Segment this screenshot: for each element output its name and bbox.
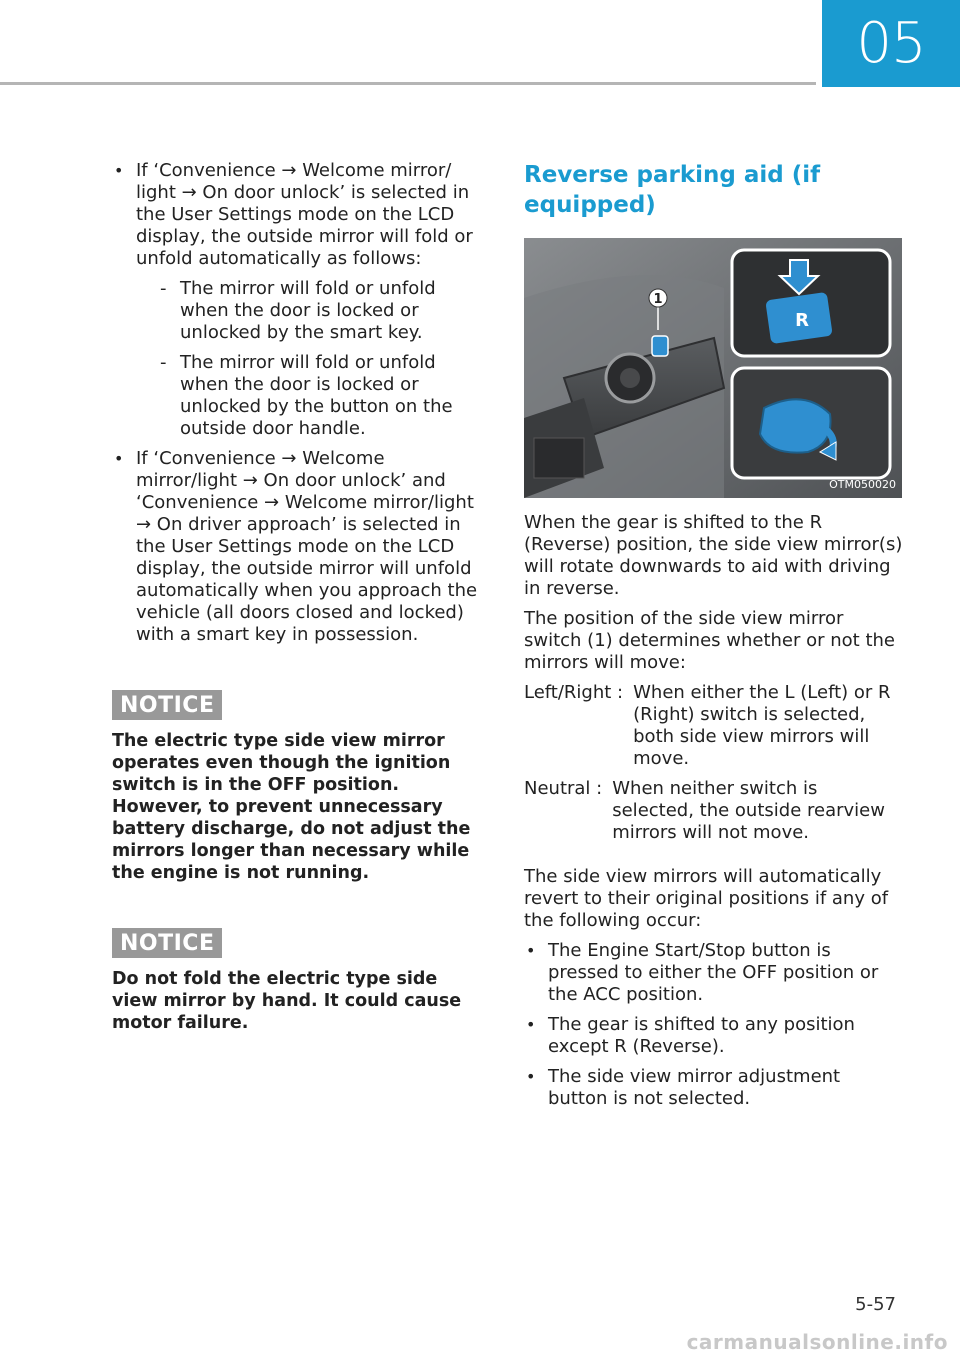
notice-text: The electric type side view mirror operates even though the ignition switch is in the OFF position. However, to prevent unnecessary battery discharge, do not adjust the mirrors longer than necessary while the engine is not running.	[112, 731, 471, 883]
definition-row	[524, 778, 904, 844]
mirror-switch-figure	[524, 238, 902, 498]
paragraph: The side view mirrors will automatically revert to their original positions if any of the following occur:	[524, 866, 889, 931]
sub-list-item	[136, 278, 484, 344]
sub-list-item	[136, 352, 484, 440]
definition-row	[524, 682, 904, 770]
paragraph: The position of the side view mirror switch (1) determines whether or not the mirrors will move:	[524, 608, 895, 673]
notice-badge: NOTICE	[112, 690, 222, 720]
list-item	[112, 160, 484, 440]
reset-conditions-list	[524, 940, 904, 1110]
mirror-select-switch	[652, 336, 668, 356]
right-column	[524, 160, 904, 1118]
figure-caption: OTM050020	[829, 478, 896, 491]
list-item: • The gear is shifted to any position except R (Reverse).	[524, 1014, 904, 1058]
chapter-tab: 05	[822, 0, 960, 87]
door-panel-illustration	[524, 238, 902, 498]
definition-desc: When either the L (Left) or R (Right) switch is selected, both side view mirrors will move.	[633, 682, 891, 769]
left-column	[112, 160, 484, 1048]
notice-block	[112, 670, 484, 884]
sub-item-text: The mirror will fold or unfold when the door is locked or unlocked by the smart key.	[180, 278, 436, 343]
page-number: 5-57	[855, 1294, 896, 1315]
header-rule	[0, 82, 816, 85]
sub-item-text: The mirror will fold or unfold when the door is locked or unlocked by the button on the outside door handle.	[180, 352, 453, 439]
paragraph: When the gear is shifted to the R (Reverse) position, the side view mirror(s) will rotate downwards to aid with driving in reverse.	[524, 512, 903, 599]
reverse-label: R	[795, 310, 809, 331]
list-item: • The Engine Start/Stop button is pressed to either the OFF position or the ACC position.	[524, 940, 904, 1006]
bullet-text: • If ‘Convenience → Welcome mirror/light → On door unlock’ and ‘Convenience → Welcome mirror/light → On driver approach’ is selected in the User Settings mode on the LCD display, the outside mirror will unfold automatically when you approach the vehicle (all doors closed and locked) with a smart key in possession.	[136, 448, 478, 645]
definition-term: Neutral :	[524, 778, 603, 799]
notice-badge: NOTICE	[112, 928, 222, 958]
definition-desc: When neither switch is selected, the outside rearview mirrors will not move.	[612, 778, 885, 843]
dash-mark: -	[160, 278, 167, 299]
definition-term: Left/Right :	[524, 682, 624, 703]
section-title: Reverse parking aid (if equipped)	[524, 162, 821, 218]
callout-number: 1	[653, 292, 663, 307]
notice-block	[112, 908, 484, 1034]
watermark: carmanualsonline.info	[686, 1330, 948, 1354]
list-item: • The side view mirror adjustment button is not selected.	[524, 1066, 904, 1110]
list-item	[112, 448, 484, 646]
notice-text: Do not fold the electric type side view mirror by hand. It could cause motor failure.	[112, 969, 462, 1033]
dash-mark: -	[160, 352, 167, 373]
bullet-text: • If ‘Convenience → Welcome mirror/ light → On door unlock’ is selected in the User Settings mode on the LCD display, the outside mirror will fold or unfold automatically as follows:	[136, 160, 473, 269]
